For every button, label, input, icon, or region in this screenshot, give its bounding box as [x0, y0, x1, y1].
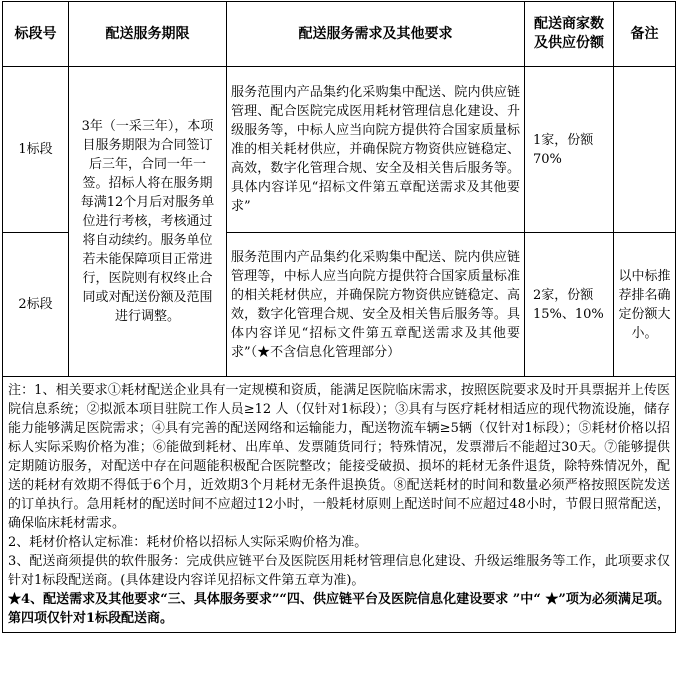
service-period-cell: 3年（一采三年），本项目服务期限为合同签订后三年，合同一年一签。招标人将在服务期每满12个月后对服务单位进行考核，考核通过将自动续约。服务单位若未能保障项目正常进行，医院则有权终止合同或对配送份额及范围进行调整。 — [69, 67, 227, 377]
lot-share: 1家，份额70% — [525, 67, 614, 233]
note-1: 注：1、相关要求①耗材配送企业具有一定规模和资质，能满足医院临床需求，按照医院要求及时开具票据并上传医院信息系统；②拟派本项目驻院工作人员≥12 人（仅针对1标段）；③具有与医疗耗材相适应的现代物流设施，储存能力能够满足医院需求；④具有完善的配送网络和运输能力，配送物流车辆≥5辆（仅针对1标段）；⑤耗材价格以招标人实际采购价格为准；⑥能做到耗材、出库单、发票随货同行；特殊情况，发票滞后不能超过30天。⑦能够提供定期随访服务，对配送中存在问题能积极配合医院整改；能接受破损、损坏的耗材无条件退货，除特殊情况外，配送的耗材有效期不得低于6个月，近效期3个月耗材无条件退换货。⑧配送耗材的时间和数量必须严格按照医院发送的订单执行。急用耗材的配送时间不应超过12小时，一般耗材原则上配送时间不应超过48小时，节假日照常配送，确保临床耗材需求。 — [8, 383, 670, 531]
header-remarks: 备注 — [614, 2, 676, 67]
header-row — [3, 2, 676, 67]
header-share: 配送商家数及供应份额 — [525, 2, 614, 67]
note-4-bold: 第四项仅针对1标段配送商。 — [8, 611, 174, 626]
lot-share: 2家，份额15%、10% — [525, 233, 614, 377]
lot-name: 1标段 — [3, 67, 69, 233]
lot-remark: 以中标推荐排名确定份额大小。 — [614, 233, 676, 377]
table-row — [3, 67, 676, 233]
header-service-period: 配送服务期限 — [69, 2, 227, 67]
header-lot-no: 标段号 — [3, 2, 69, 67]
note-4-main: ★4、配送需求及其他要求“三、具体服务要求”“四、供应链平台及医院信息化建设要求 ”中“ ★”项为必须满足项。 — [8, 592, 670, 607]
header-requirements: 配送服务需求及其他要求 — [227, 2, 525, 67]
lot-name: 2标段 — [3, 233, 69, 377]
notes-row — [3, 377, 676, 633]
note-3: 3、配送商须提供的软件服务：完成供应链平台及医院医用耗材管理信息化建设、升级运维服务等工作，此项要求仅针对1标段配送商。(具体建设内容详见招标文件第五章为准)。 — [8, 554, 670, 588]
procurement-table — [2, 1, 676, 633]
lot-remark — [614, 67, 676, 233]
lot-requirements: 服务范围内产品集约化采购集中配送、院内供应链管理、配合医院完成医用耗材管理信息化建设、升级服务等，中标人应当向院方提供符合国家质量标准的相关耗材供应，并确保院方物资供应链稳定、高效，数字化管理合规、安全及相关售后服务等。具体内容详见“招标文件第五章配送需求及其他要求” — [227, 67, 525, 233]
notes-cell — [3, 377, 676, 633]
lot-requirements: 服务范围内产品集约化采购集中配送、院内供应链管理等，中标人应当向院方提供符合国家质量标准的相关耗材供应，并确保院方物资供应链稳定、高效，数字化管理合规、安全及相关售后服务等。具体内容详见“招标文件第五章配送需求及其他要求”（★不含信息化管理部分） — [227, 233, 525, 377]
note-4 — [8, 590, 670, 628]
note-2: 2、耗材价格认定标准：耗材价格以招标人实际采购价格为准。 — [8, 535, 368, 550]
